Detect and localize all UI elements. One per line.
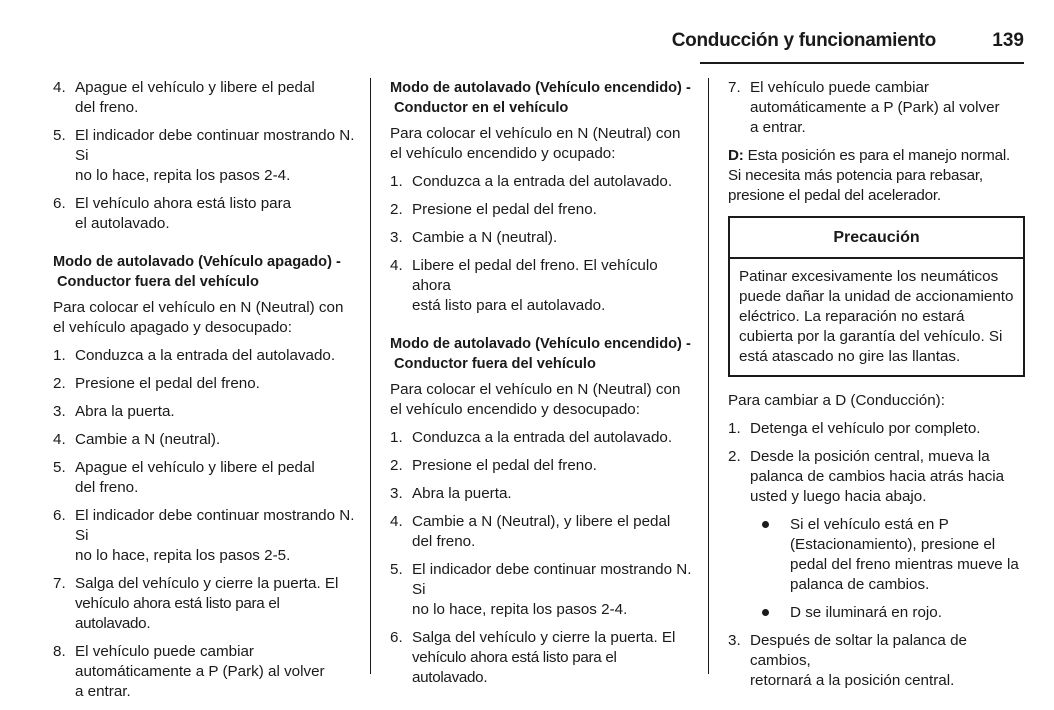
section-heading: Modo de autolavado (Vehículo apagado) - Conductor fuera del vehículo [53,254,341,290]
column-2 [390,78,695,696]
bullet-item: D se iluminará en rojo. [728,603,1025,623]
column-3 [728,78,1025,699]
list-item: 5. Apague el vehículo y libere el pedal del freno. [53,459,315,496]
list-item: 1. Conduzca a la entrada del autolavado. [53,347,336,364]
list-item: 2. Presione el pedal del freno. [53,375,260,392]
list-item: 5. El indicador debe continuar mostrando N. Si no lo hace, repita los pasos 2-4. [53,127,355,184]
d-label: D: [728,147,744,164]
bullet-dot-icon [762,521,769,528]
header-rule [700,62,1024,64]
list-item: 4. Apague el vehículo y libere el pedal del freno. [53,79,315,116]
list-item: 4. Cambie a N (Neutral), y libere el pedal del freno. [390,513,671,550]
column-1 [53,78,355,710]
list-item: 6. El vehículo ahora está listo para el autolavado. [53,195,292,232]
list-item: 3. Abra la puerta. [53,403,175,420]
caution-box [728,216,1025,377]
list-item: 2. Presione el pedal del freno. [390,201,597,218]
d-text: Esta posición es para el manejo normal. Si necesita más potencia para rebasar, presione el pedal del acelerador. [728,147,1011,204]
list-item: 5. El indicador debe continuar mostrando N. Si no lo hace, repita los pasos 2-4. [390,561,692,618]
caution-body: Patinar excesivamente los neumáticos puede dañar la unidad de accionamiento eléctrico. La reparación no estará cubierta por la garantía del vehículo. Si está atascado no gire las llantas. [739,268,1014,365]
column-divider [708,78,709,674]
column-divider [370,78,371,674]
list-item: 7. Salga del vehículo y cierre la puerta. El vehículo ahora está listo para el autolavado. [53,575,339,632]
list-item: 6. Salga del vehículo y cierre la puerta. El vehículo ahora está listo para el autolavado. [390,629,676,686]
intro-paragraph: Para colocar el vehículo en N (Neutral) con el vehículo encendido y desocupado: [390,381,681,418]
page-header [0,0,1054,64]
bullet-dot-icon [762,609,769,616]
list-item: 1. Detenga el vehículo por completo. [728,420,981,437]
list-item: 7. El vehículo puede cambiar automáticamente a P (Park) al volver a entrar. [728,79,1000,136]
page-number: 139 [992,30,1024,51]
list-item: 3. Después de soltar la palanca de cambios, retornará a la posición central. [728,632,967,689]
intro-paragraph: Para colocar el vehículo en N (Neutral) con el vehículo encendido y ocupado: [390,125,681,162]
list-item: 2. Desde la posición central, mueva la palanca de cambios hacia atrás hacia usted y luego hacia abajo. [728,448,1005,505]
intro-paragraph: Para colocar el vehículo en N (Neutral) con el vehículo apagado y desocupado: [53,299,344,336]
list-item: 6. El indicador debe continuar mostrando N. Si no lo hace, repita los pasos 2-5. [53,507,355,564]
list-item: 4. Libere el pedal del freno. El vehículo ahora está listo para el autolavado. [390,257,658,314]
list-item: 1. Conduzca a la entrada del autolavado. [390,429,673,446]
list-item: 3. Abra la puerta. [390,485,512,502]
caution-title: Precaución [730,218,1023,259]
list-item: 1. Conduzca a la entrada del autolavado. [390,173,673,190]
list-item: 4. Cambie a N (neutral). [53,431,221,448]
section-heading: Modo de autolavado (Vehículo encendido) - Conductor en el vehículo [390,80,691,116]
section-title: Conducción y funcionamiento [671,30,936,51]
section-heading: Modo de autolavado (Vehículo encendido) - Conductor fuera del vehículo [390,336,691,372]
d-position-paragraph [728,146,1025,206]
list-item: 8. El vehículo puede cambiar automáticamente a P (Park) al volver a entrar. [53,643,325,700]
bullet-item: Si el vehículo está en P (Estacionamiento), presione el pedal del freno mientras mueve la palanca de cambios. [728,515,1025,595]
intro-paragraph: Para cambiar a D (Conducción): [728,392,945,409]
list-item: 3. Cambie a N (neutral). [390,229,558,246]
list-item: 2. Presione el pedal del freno. [390,457,597,474]
